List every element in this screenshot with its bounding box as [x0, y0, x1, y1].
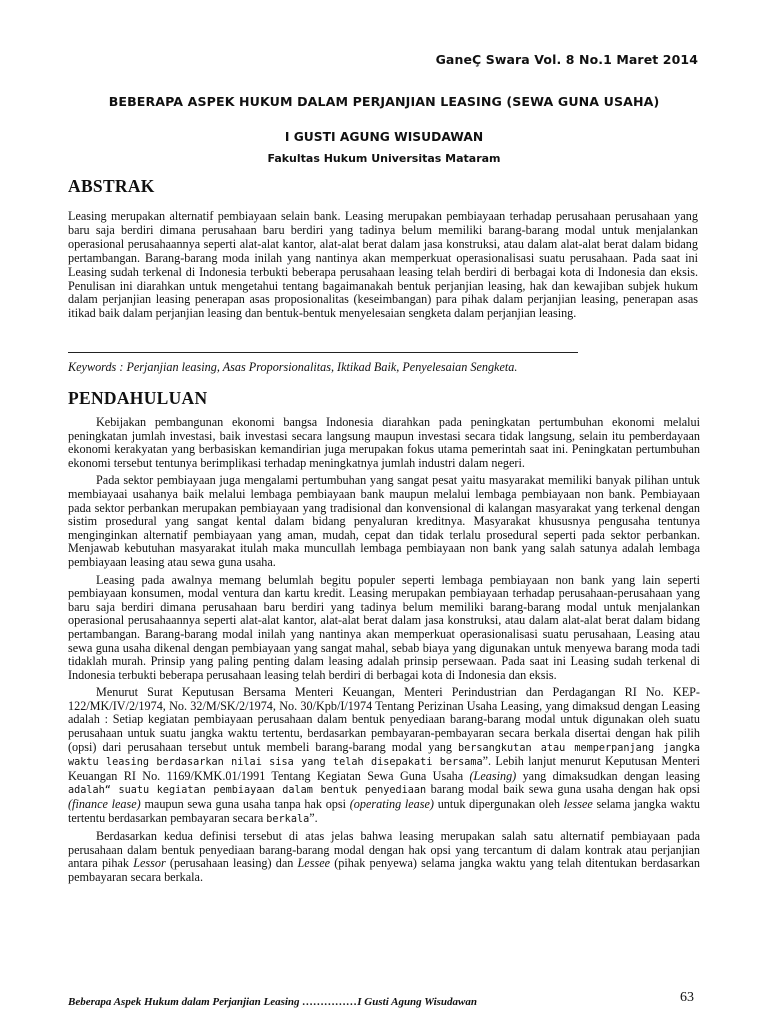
paragraph: [68, 686, 700, 826]
text-run: selama jangka waktu tertentu berdasarkan pembayaran secara: [68, 797, 700, 825]
italic-term: (Leasing): [469, 768, 517, 783]
italic-term: (finance lease): [68, 797, 141, 812]
quoted-definition: bersangkutan atau memperpanjang jangka waktu leasing berdasarkan nilai sisa yang telah disepakati bersama: [68, 742, 700, 769]
article-title: BEBERAPA ASPEK HUKUM DALAM PERJANJIAN LEASING (SEWA GUNA USAHA): [108, 94, 660, 109]
intro-heading: PENDAHULUAN: [68, 388, 208, 408]
intro-body: [68, 416, 700, 889]
page-number: 63: [680, 990, 694, 1005]
quoted-definition: adalah“ suatu kegiatan pembiayaan dalam bentuk penyediaan: [68, 785, 427, 797]
text-run: (pihak penyewa) selama jangka waktu yang telah ditentukan berdasarkan pembayaran secara berkala.: [68, 856, 700, 884]
paragraph: Pada sektor pembiayaan juga mengalami pertumbuhan yang sangat pesat yaitu masyarakat memiliki banyak pilihan untuk membiayaai usahanya baik melalui lembaga pembiayaan bank maupun melalui lembaga pembiayaan non bank. Pembiayaan pada sektor perbankan merupakan pembiayaan yang tradisional dan konvensional di kalangan masyarakat yang terkenal dengan sistim prosedural yang sangat kental dalam bidang penyaluran kreditnya. Masyarakat khususnya pengusaha tentunya menginginkan alternatif pembiayaan yang aman, mudah, cepat dan tidak terlalu prosedural seperti pada sektor perbankan. Menjawab kebutuhan masyarakat itulah maka muncullah lembaga pembiayaan non bank yang salah satunya adalah lembaga pembiayaan leasing atau sewa guna usaha.: [68, 473, 700, 569]
running-footer: Beberapa Aspek Hukum dalam Perjanjian Leasing ……………I Gusti Agung Wisudawan: [68, 996, 478, 1008]
author-affiliation: Fakultas Hukum Universitas Mataram: [267, 152, 501, 165]
paragraph: [68, 830, 700, 884]
abstract-heading: ABSTRAK: [68, 176, 155, 196]
author-name: I GUSTI AGUNG WISUDAWAN: [284, 130, 484, 144]
text-run: ”.: [309, 810, 318, 825]
text-run: untuk dipergunakan oleh: [437, 797, 560, 812]
quoted-definition: berkala: [266, 813, 310, 825]
text-run: barang modal baik sewa guna usaha dengan hak opsi: [430, 782, 701, 797]
text-run: yang dimaksudkan dengan leasing: [522, 768, 701, 783]
journal-header: GaneÇ Swara Vol. 8 No.1 Maret 2014: [435, 52, 698, 67]
abstract-body: [68, 210, 698, 321]
text-run: Berdasarkan kedua definisi tersebut di atas jelas bahwa leasing merupakan salah satu alternatif pembiayaan pada perusahaan dalam bentuk penyediaan barang-barang modal dengan hak opsi yang tercantum di dalam kontrak atau perjanjian antara pihak: [68, 829, 700, 871]
text-run: Menurut Surat Keputusan Bersama Menteri Keuangan, Menteri Perindustrian dan Perdagangan RI No. KEP-122/MK/IV/2/1974, No. 32/M/SK/2/1974, No. 30/Kpb/I/1974 Tentang Perizinan Usaha Leasing, yang dimaksud dengan Leasing adalah : Setiap kegiatan pembiayaan perusahaan dalam bentuk penyediaan barang-barang modal untuk digunakan oleh suatu perusahaan untuk suatu jangka waktu tertentu, berdasarkan pembayaran-pembayaran secara berkala disertai dengan hak pilih (opsi) dari perusahaan tersebut untuk membeli barang-barang modal yang: [68, 685, 700, 754]
text-run: ”. Lebih lanjut menurut Keputusan Menteri Keuangan RI No. 1169/KMK.01/1991 Tentang Kegiatan Sewa Guna Usaha: [68, 754, 700, 783]
paragraph: Leasing pada awalnya memang belumlah begitu populer seperti lembaga pembiayaan non bank yang lain seperti pembiayaan konsumen, modal ventura dan kartu kredit. Leasing merupakan pembiayaan terhadap perusahaan-perusahaan yang baru saja berdiri dimana perusahaan baru berdiri yang tadinya belum memiliki barang-barang modal untuk menjalankan operasional perusahaannya seperti alat-alat kantor, alat-alat berat dalam jasa konstruksi, atau dalam alat-alat berat dalam bidang pertambangan. Barang-barang modal inilah yang nantinya akan memperkuat operasionalisasi suatu perusahaan, Leasing atau sewa guna usaha dikenal dengan pembiayaan yang sangat mahal, sebab biaya yang digunakan untuk menyewa barang moda tadi tidaklah murah. Prinsip yang paling penting dalam leasing adalah prinsip persewaan. Pada saat ini Leasing sudah terkenal di Indonesia terbukti beberapa perusahaan leasing telah berdiri di berbagai kota di Indonesia dan eksis.: [68, 572, 700, 682]
abstract-text: Leasing merupakan alternatif pembiayaan selain bank. Leasing merupakan pembiayaan terhadap perusahaan perusahaan yang baru saja berdiri dimana perusahaan baru berdiri yang tadinya belum memiliki barang-barang modal untuk menjalankan operasional perusahaannya seperti alat-alat kantor, alat-alat berat dalam jasa konstruksi, atau dalam alat-alat berat dalam bidang pertambangan. Barang-barang moda inilah yang nantinya akan memperkuat operasionalisasi suatu perusahaan. Pada saat ini Leasing sudah terkenal di Indonesia terbukti beberapa perusahaan leasing telah berdiri di berbagai kota di Indonesia dan eksis. Penulisan ini diarahkan untuk mengetahui tentang bagaimanakah bentuk perjanjian leasing, hak dan kewajiban subjek hukum dalam perjanjian leasing penerapan asas proposionalitas (keseimbangan) para pihak dalam perjanjian leasing, penerapan asas itikad baik dalam perjanjian leasing dan bentuk-bentuk menyelesaian sengketa dalam perjanjian leasing.: [68, 209, 698, 321]
italic-term: lessee: [563, 797, 593, 812]
keywords-divider: [68, 352, 578, 353]
keywords: Keywords : Perjanjian leasing, Asas Proporsionalitas, Iktikad Baik, Penyelesaian Sengketa.: [68, 360, 518, 374]
paragraph: Kebijakan pembangunan ekonomi bangsa Indonesia diarahkan pada peningkatan pertumbuhan ekonomi melalui peningkatan jumlah investasi, baik investasi secara langsung maupun investasi secara tidak langsung, selain itu pemberdayaan ekonomi kerakyatan yang berbasiskan kemandirian juga merupakan fokus utama pemerintah saat ini. Peningkatan pertumbuhan ekonomi tersebut tentunya berimplikasi terhadap meningkatnya jumlah industri dalam negeri.: [68, 415, 700, 470]
italic-term: Lessee: [297, 856, 331, 871]
italic-term: Lessor: [133, 856, 166, 871]
italic-term: (operating lease): [349, 797, 434, 812]
text-run: (perusahaan leasing) dan: [169, 856, 294, 871]
text-run: maupun sewa guna usaha tanpa hak opsi: [144, 797, 347, 812]
